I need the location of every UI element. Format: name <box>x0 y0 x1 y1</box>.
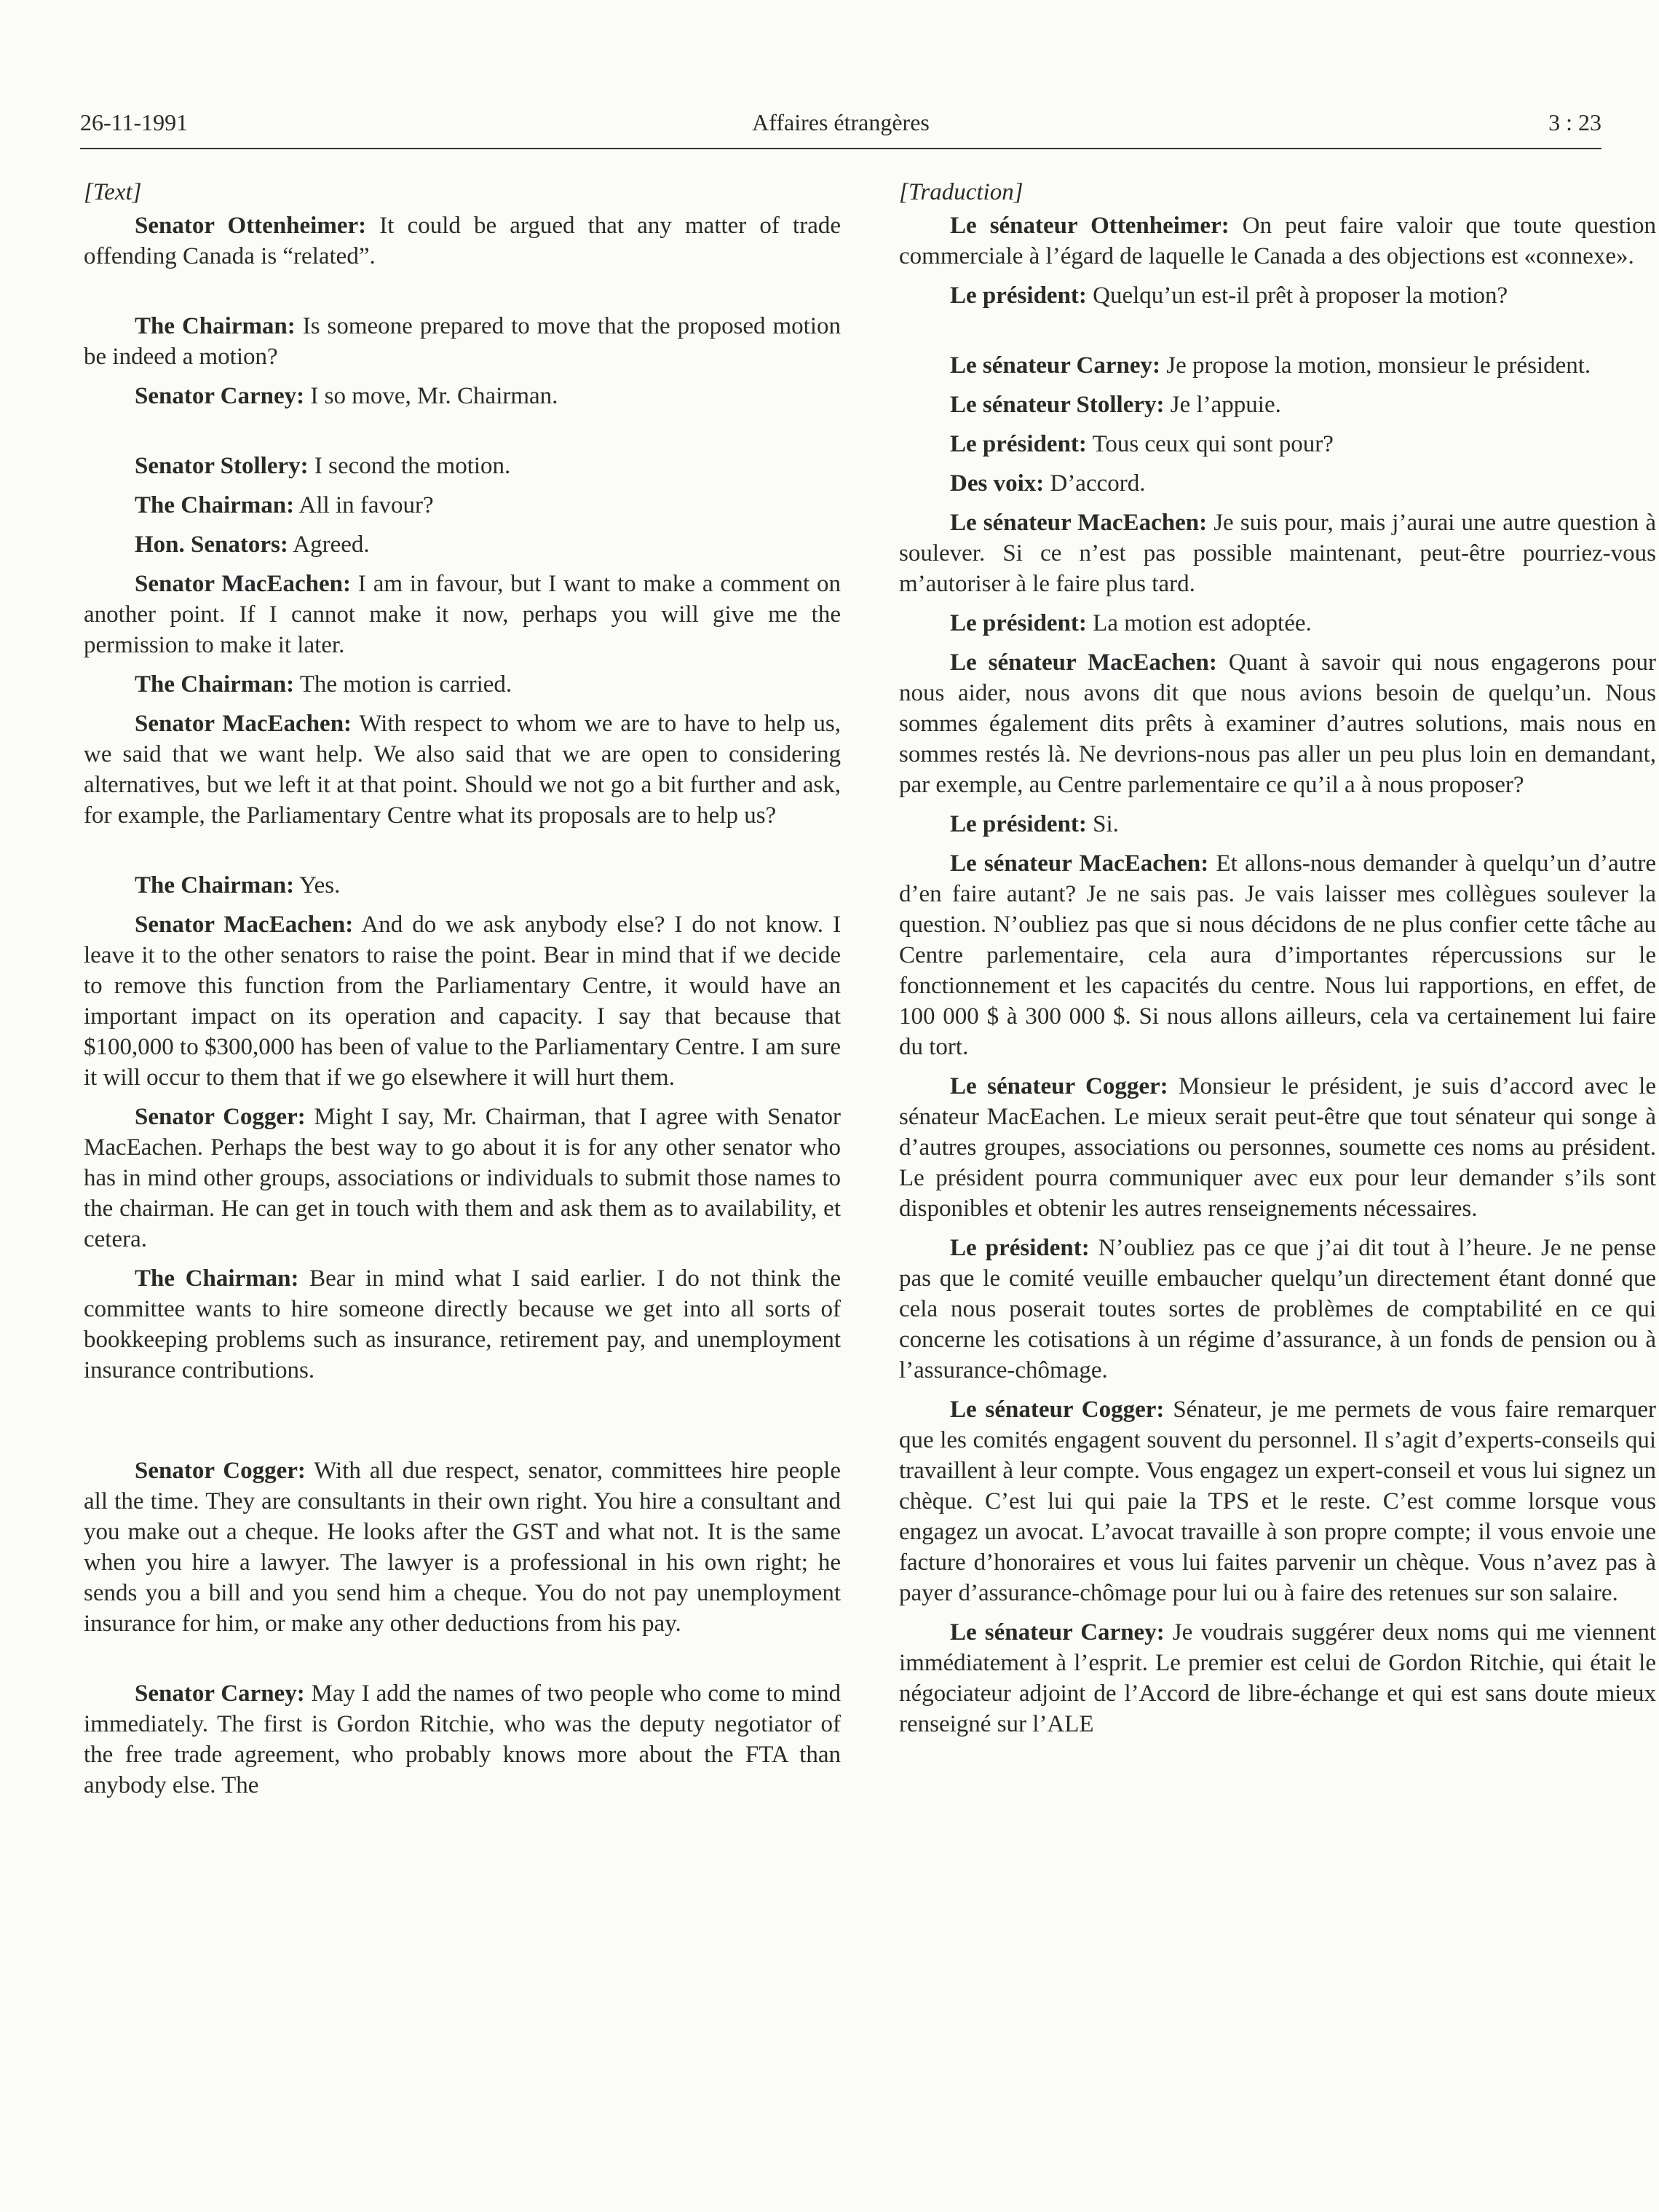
english-paragraph <box>84 490 841 521</box>
header-page-number: 3 : 23 <box>1548 109 1601 135</box>
english-column <box>84 177 841 1809</box>
english-paragraph <box>84 1455 841 1639</box>
speech-text: Je l’appuie. <box>1164 392 1281 418</box>
speech-text: La motion est adoptée. <box>1086 610 1312 636</box>
speech-text: N’oubliez pas ce que j’ai dit tout à l’heure. Je ne pense pas que le comité veuille embaucher quelqu’un directement étant donné que cela nous poserait toutes sortes de problèmes de comptabilité en ce qui concerne les cotisations à un régime d’assurance, à un fonds de pension ou à l’assurance-chômage. <box>899 1235 1656 1383</box>
speech-text: On peut faire valoir que toute question commerciale à l’égard de laquelle le Canada a des objections est «connexe». <box>899 213 1656 269</box>
english-paragraph <box>84 1102 841 1255</box>
english-paragraph <box>84 1263 841 1386</box>
english-paragraph <box>84 909 841 1093</box>
header-date: 26-11-1991 <box>80 109 189 135</box>
french-column <box>899 177 1656 1748</box>
header-rule <box>80 148 1601 149</box>
speaker-name: Le sénateur Ottenheimer: <box>950 213 1230 239</box>
french-paragraph <box>899 210 1656 272</box>
english-paragraph <box>84 1678 841 1801</box>
english-marker: [Text] <box>84 179 142 205</box>
speaker-name: Le sénateur Carney: <box>950 352 1161 379</box>
french-paragraph <box>899 1233 1656 1386</box>
speaker-name: Senator Cogger: <box>135 1104 306 1130</box>
speech-text: Might I say, Mr. Chairman, that I agree with Senator MacEachen. Perhaps the best way to go about it is for any other senator who has in mind other groups, associations or individuals to submit those names to the chairman. He can get in touch with them and ask them as to availability, et cetera. <box>84 1104 841 1252</box>
speaker-name: The Chairman: <box>135 313 296 339</box>
speech-text: Quelqu’un est-il prêt à proposer la motion? <box>1086 283 1508 309</box>
speaker-name: Le sénateur Stollery: <box>950 392 1165 418</box>
french-paragraph <box>899 280 1656 311</box>
speech-text: Quant à savoir qui nous engagerons pour nous aider, nous avons dit que nous avions besoin de quelqu’un. Nous sommes également dits prêts à examiner d’autres solutions, mais nous en sommes restés là. Ne devrions-nous pas aller un peu plus loin en demandant, par exemple, au Centre parlementaire ce qu’il a à nous proposer? <box>899 649 1656 798</box>
speech-text: D’accord. <box>1044 470 1146 497</box>
french-paragraph <box>899 647 1656 800</box>
speaker-name: Le président: <box>950 811 1087 837</box>
page-header <box>80 109 1601 153</box>
speaker-name: Le sénateur MacEachen: <box>950 510 1208 536</box>
speaker-name: The Chairman: <box>135 492 295 518</box>
english-paragraph <box>84 210 841 272</box>
french-paragraph <box>899 608 1656 639</box>
speech-text: Je voudrais suggérer deux noms qui me viennent immédiatement à l’esprit. Le premier est celui de Gordon Ritchie, qui était le négociateur adjoint de l’Accord de libre-échange et qui est sans doute mieux renseigné sur l’ALE <box>899 1619 1656 1737</box>
speech-text: Je propose la motion, monsieur le président. <box>1160 352 1591 379</box>
french-paragraph <box>899 350 1656 381</box>
speaker-name: Senator Carney: <box>135 1680 305 1707</box>
speaker-name: Senator Ottenheimer: <box>135 213 367 239</box>
french-paragraph <box>899 507 1656 599</box>
speaker-name: Le président: <box>950 1235 1090 1261</box>
speaker-name: Le sénateur MacEachen: <box>950 649 1217 676</box>
speaker-name: The Chairman: <box>135 872 295 898</box>
speech-text: Is someone prepared to move that the proposed motion be indeed a motion? <box>84 313 841 370</box>
english-paragraph <box>84 708 841 831</box>
speaker-name: The Chairman: <box>135 1265 299 1292</box>
speaker-name: Le sénateur Carney: <box>950 1619 1165 1646</box>
speaker-name: Senator Stollery: <box>135 453 309 479</box>
french-paragraph <box>899 1617 1656 1739</box>
french-paragraph <box>899 809 1656 840</box>
header-title: Affaires étrangères <box>752 109 930 135</box>
speaker-name: Le sénateur Cogger: <box>950 1073 1168 1099</box>
speaker-name: Hon. Senators: <box>135 532 288 558</box>
speaker-name: Senator MacEachen: <box>135 711 352 737</box>
speaker-name: Le sénateur Cogger: <box>950 1397 1165 1423</box>
english-paragraph <box>84 870 841 901</box>
english-paragraph <box>84 451 841 481</box>
french-paragraph <box>899 468 1656 499</box>
speech-text: Sénateur, je me permets de vous faire remarquer que les comités engagent souvent du personnel. Il s’agit d’experts-conseils qui travaillent à leur compte. Vous engagez un expert-conseil et vous lui signez un chèque. C’est lui qui paie la TPS et le reste. C’est comme lorsque vous engagez un avocat. L’avocat travaille à son propre compte; il vous envoie une facture d’honoraires et vous lui faites parvenir un chèque. Vous n’avez pas à payer d’assurance-chômage pour lui ou à faire des retenues sur son salaire. <box>899 1397 1657 1606</box>
speaker-name: Senator Carney: <box>135 383 305 409</box>
speech-text: Bear in mind what I said earlier. I do not think the committee wants to hire someone directly because we get into all sorts of bookkeeping problems such as insurance, retirement pay, and unemployment insurance contributions. <box>84 1265 841 1383</box>
speech-text: I am in favour, but I want to make a comment on another point. If I cannot make it now, perhaps you will give me the permission to make it later. <box>84 571 841 658</box>
french-paragraph <box>899 429 1656 459</box>
speech-text: I second the motion. <box>308 453 511 479</box>
speech-text: May I add the names of two people who come to mind immediately. The first is Gordon Ritchie, who was the deputy negotiator of the free trade agreement, who probably knows more about the FTA than anybody else. The <box>84 1680 841 1798</box>
speech-text: With all due respect, senator, committees hire people all the time. They are consultants in their own right. You hire a consultant and you make out a cheque. He looks after the GST and what not. It is the same when you hire a lawyer. The lawyer is a professional in his own right; he sends you a bill and you send him a cheque. You do not pay unemployment insurance for him, or make any other deductions from his pay. <box>84 1458 841 1637</box>
speech-text: The motion is carried. <box>294 671 512 698</box>
speech-text: Monsieur le président, je suis d’accord avec le sénateur MacEachen. Le mieux serait peut-être que tout sénateur qui songe à d’autres groupes, associations ou personnes, soumette ces noms au président. Le président pourra communiquer avec eux pour leur demander s’ils sont disponibles et obtenir les autres renseignements nécessaires. <box>899 1073 1656 1222</box>
speaker-name: Le président: <box>950 283 1087 309</box>
speaker-name: The Chairman: <box>135 671 295 698</box>
speech-text: Agreed. <box>288 532 370 558</box>
speaker-name: Senator Cogger: <box>135 1458 306 1484</box>
speech-text: With respect to whom we are to have to help us, we said that we want help. We also said that we are open to considering alternatives, but we left it at that point. Should we not go a bit further and ask, for example, the Parliamentary Centre what its proposals are to help us? <box>84 711 842 829</box>
speaker-name: Des voix: <box>950 470 1045 497</box>
speaker-name: Le sénateur MacEachen: <box>950 850 1209 877</box>
french-paragraph <box>899 1394 1656 1608</box>
speaker-name: Le président: <box>950 610 1087 636</box>
english-paragraph <box>84 529 841 560</box>
speech-text: All in favour? <box>294 492 434 518</box>
speaker-name: Senator MacEachen: <box>135 912 354 938</box>
french-paragraph <box>899 390 1656 420</box>
speech-text: Yes. <box>294 872 341 898</box>
speaker-name: Senator MacEachen: <box>135 571 352 597</box>
speech-text: And do we ask anybody else? I do not know. I leave it to the other senators to raise the point. Bear in mind that if we decide to remove this function from the Parliamentary Centre, it would have an important impact on its operation and capacity. I say that because that $100,000 to $300,000 has been of value to the Parliamentary Centre. I am sure it will occur to them that if we go elsewhere it will hurt them. <box>84 912 841 1091</box>
french-paragraph <box>899 1071 1656 1224</box>
english-paragraph <box>84 381 841 411</box>
speech-text: I so move, Mr. Chairman. <box>304 383 558 409</box>
english-paragraph <box>84 569 841 660</box>
french-marker: [Traduction] <box>899 179 1023 205</box>
speech-text: Je suis pour, mais j’aurai une autre question à soulever. Si ce n’est pas possible maintenant, peut-être pourriez-vous m’autoriser à le faire plus tard. <box>899 510 1656 597</box>
speech-text: It could be argued that any matter of trade offending Canada is “related”. <box>84 213 842 269</box>
speech-text: Si. <box>1086 811 1119 837</box>
french-paragraph <box>899 848 1656 1062</box>
speech-text: Et allons-nous demander à quelqu’un d’autre d’en faire autant? Je ne sais pas. Je vais laisser mes collègues soulever la question. N’oubliez pas que si nous décidons de ne plus confier cette tâche au Centre parlementaire, cela aura d’importantes répercussions sur le fonctionnement et les capacités du centre. Nous lui rapportions, en effet, de 100 000 $ à 300 000 $. Si nous allons ailleurs, cela va certainement lui faire du tort. <box>899 850 1656 1060</box>
english-paragraph <box>84 669 841 700</box>
english-paragraph <box>84 311 841 372</box>
speech-text: Tous ceux qui sont pour? <box>1086 431 1334 457</box>
speaker-name: Le président: <box>950 431 1087 457</box>
